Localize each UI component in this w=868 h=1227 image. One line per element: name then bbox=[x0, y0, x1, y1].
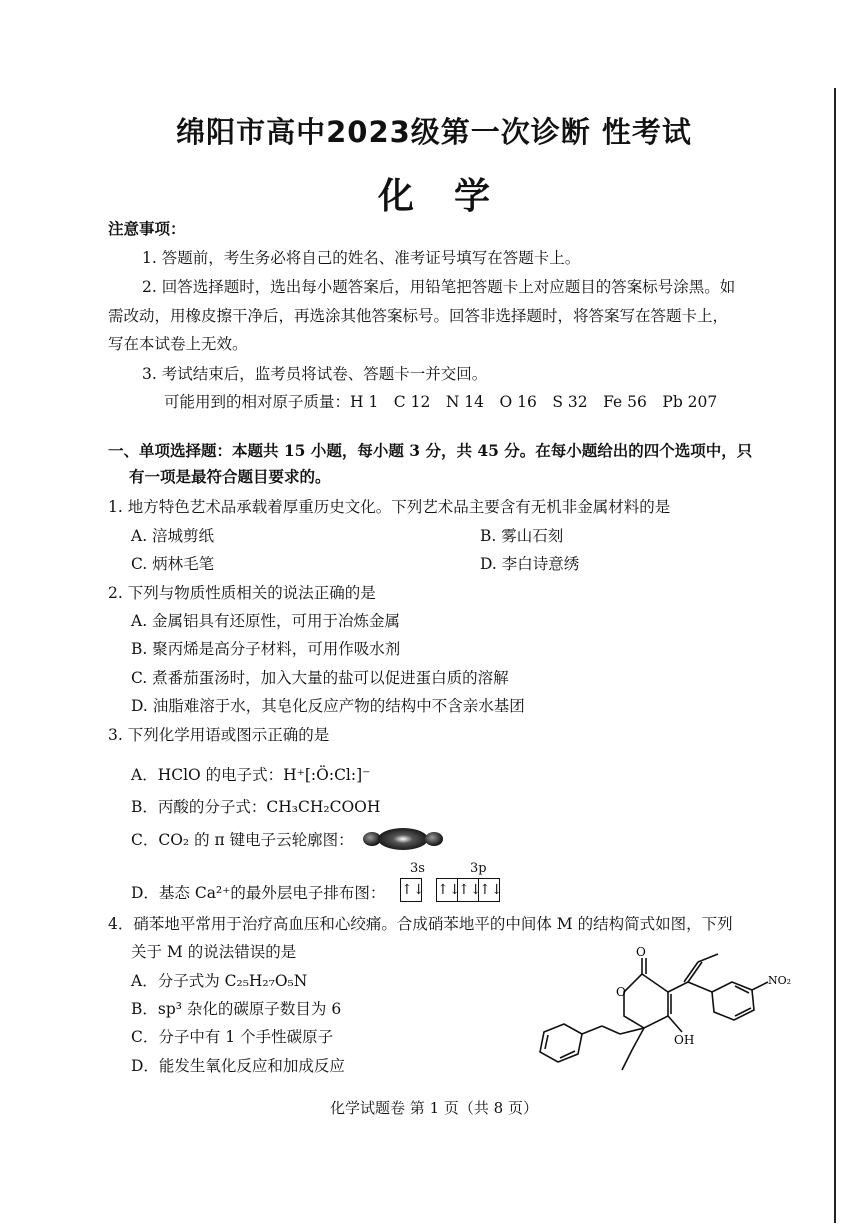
q3-stem: 3. 下列化学用语或图示正确的是 bbox=[108, 726, 330, 744]
carbonyl-oxygen-label: O bbox=[636, 945, 646, 959]
q1-option-b: B. 雾山石刻 bbox=[480, 527, 564, 545]
orbital-cell-3p-2: ↑↓ bbox=[458, 879, 479, 901]
q4-stem-b: 关于 M 的说法错误的是 bbox=[131, 943, 297, 961]
orbital-cell-3p-1: ↑↓ bbox=[437, 879, 458, 901]
co2-pi-orbital-diagram bbox=[360, 824, 446, 854]
hydroxyl-label: OH bbox=[674, 1033, 695, 1047]
compound-m-structure bbox=[512, 944, 802, 1084]
propanoic-acid-formula: CH₃CH₂COOH bbox=[266, 798, 381, 816]
q3-option-a-label: A．HClO 的电子式： bbox=[131, 766, 284, 784]
q3-option-b bbox=[131, 797, 380, 817]
q3-option-a bbox=[131, 765, 370, 785]
q2-option-a: A. 金属铝具有还原性，可用于冶炼金属 bbox=[131, 612, 401, 630]
notice-item-3: 3. 考试结束后，监考员将试卷、答题卡一并交回。 bbox=[142, 365, 488, 383]
notice-heading: 注意事项： bbox=[108, 219, 186, 238]
q1-option-d: D. 李白诗意绣 bbox=[480, 555, 580, 573]
q3-option-c-label: C．CO₂ 的 π 键电子云轮廓图： bbox=[131, 831, 354, 849]
ring-oxygen-label: O bbox=[616, 985, 626, 999]
q2-option-b: B. 聚丙烯是高分子材料，可用作吸水剂 bbox=[131, 640, 401, 658]
q1-stem: 1. 地方特色艺术品承载着厚重历史文化。下列艺术品主要含有无机非金属材料的是 bbox=[108, 498, 671, 516]
q3-option-c bbox=[131, 830, 354, 850]
q4-option-c: C．分子中有 1 个手性碳原子 bbox=[131, 1028, 334, 1046]
orbital-cell-3s: ↑↓ bbox=[401, 882, 425, 898]
shell-label-3p: 3p bbox=[470, 861, 487, 876]
notice-item-2b: 需改动，用橡皮擦干净后，再选涂其他答案标号。回答非选择题时，将答案写在答题卡上， bbox=[108, 307, 729, 325]
page-footer: 化学试题卷 第 1 页（共 8 页） bbox=[330, 1099, 538, 1117]
structure-bonds bbox=[540, 954, 768, 1070]
q1-option-a: A. 涪城剪纸 bbox=[131, 527, 215, 545]
exam-title: 绵阳市高中2023级第一次诊断 性考试 bbox=[176, 115, 692, 149]
q4-option-d: D．能发生氧化反应和加成反应 bbox=[131, 1057, 345, 1075]
section-heading-a: 一、单项选择题：本题共 15 小题，每小题 3 分，共 45 分。在每小题给出的四个选项中，只 bbox=[108, 441, 753, 460]
orbital-box-3s bbox=[400, 878, 425, 902]
q3-option-b-label: B．丙酸的分子式： bbox=[131, 798, 267, 816]
q4-option-a: A．分子式为 C₂₅H₂₇O₅N bbox=[131, 972, 308, 990]
q1-option-c: C. 炳林毛笔 bbox=[131, 555, 215, 573]
hclo-electron-formula: H⁺[:Ö:Cl:]⁻ bbox=[283, 766, 371, 784]
q2-option-d: D. 油脂难溶于水，其皂化反应产物的结构中不含亲水基团 bbox=[131, 697, 525, 715]
subject-title: 化学 bbox=[377, 176, 530, 217]
orbital-lobe-right bbox=[425, 832, 443, 846]
section-heading-b: 有一项是最符合题目要求的。 bbox=[129, 467, 331, 486]
orbital-cell-3p-3: ↑↓ bbox=[479, 882, 503, 898]
atomic-masses: 可能用到的相对原子质量：H 1 C 12 N 14 O 16 S 32 Fe 56 Pb 207 bbox=[164, 393, 718, 411]
q3-option-d-label: D．基态 Ca²⁺的最外层电子排布图： bbox=[131, 884, 386, 902]
q3-option-d bbox=[131, 883, 385, 903]
q2-stem: 2. 下列与物质性质相关的说法正确的是 bbox=[108, 584, 376, 602]
page-edge-line bbox=[834, 88, 836, 1223]
q4-option-b: B．sp³ 杂化的碳原子数目为 6 bbox=[131, 1000, 342, 1018]
orbital-lobe-center bbox=[378, 828, 428, 850]
notice-item-2c: 写在本试卷上无效。 bbox=[108, 335, 248, 353]
q4-stem-a: 4．硝苯地平常用于治疗高血压和心绞痛。合成硝苯地平的中间体 M 的结构简式如图，下列 bbox=[108, 915, 733, 933]
nitro-group-label: NO₂ bbox=[768, 974, 792, 987]
notice-item-1: 1. 答题前，考生务必将自己的姓名、准考证号填写在答题卡上。 bbox=[142, 249, 581, 267]
notice-item-2a: 2. 回答选择题时，选出每小题答案后，用铅笔把答题卡上对应题目的答案标号涂黑。如 bbox=[142, 278, 736, 296]
orbital-box-3p bbox=[436, 878, 503, 902]
q2-option-c: C. 煮番茄蛋汤时，加入大量的盐可以促进蛋白质的溶解 bbox=[131, 669, 509, 687]
shell-label-3s: 3s bbox=[410, 861, 425, 876]
